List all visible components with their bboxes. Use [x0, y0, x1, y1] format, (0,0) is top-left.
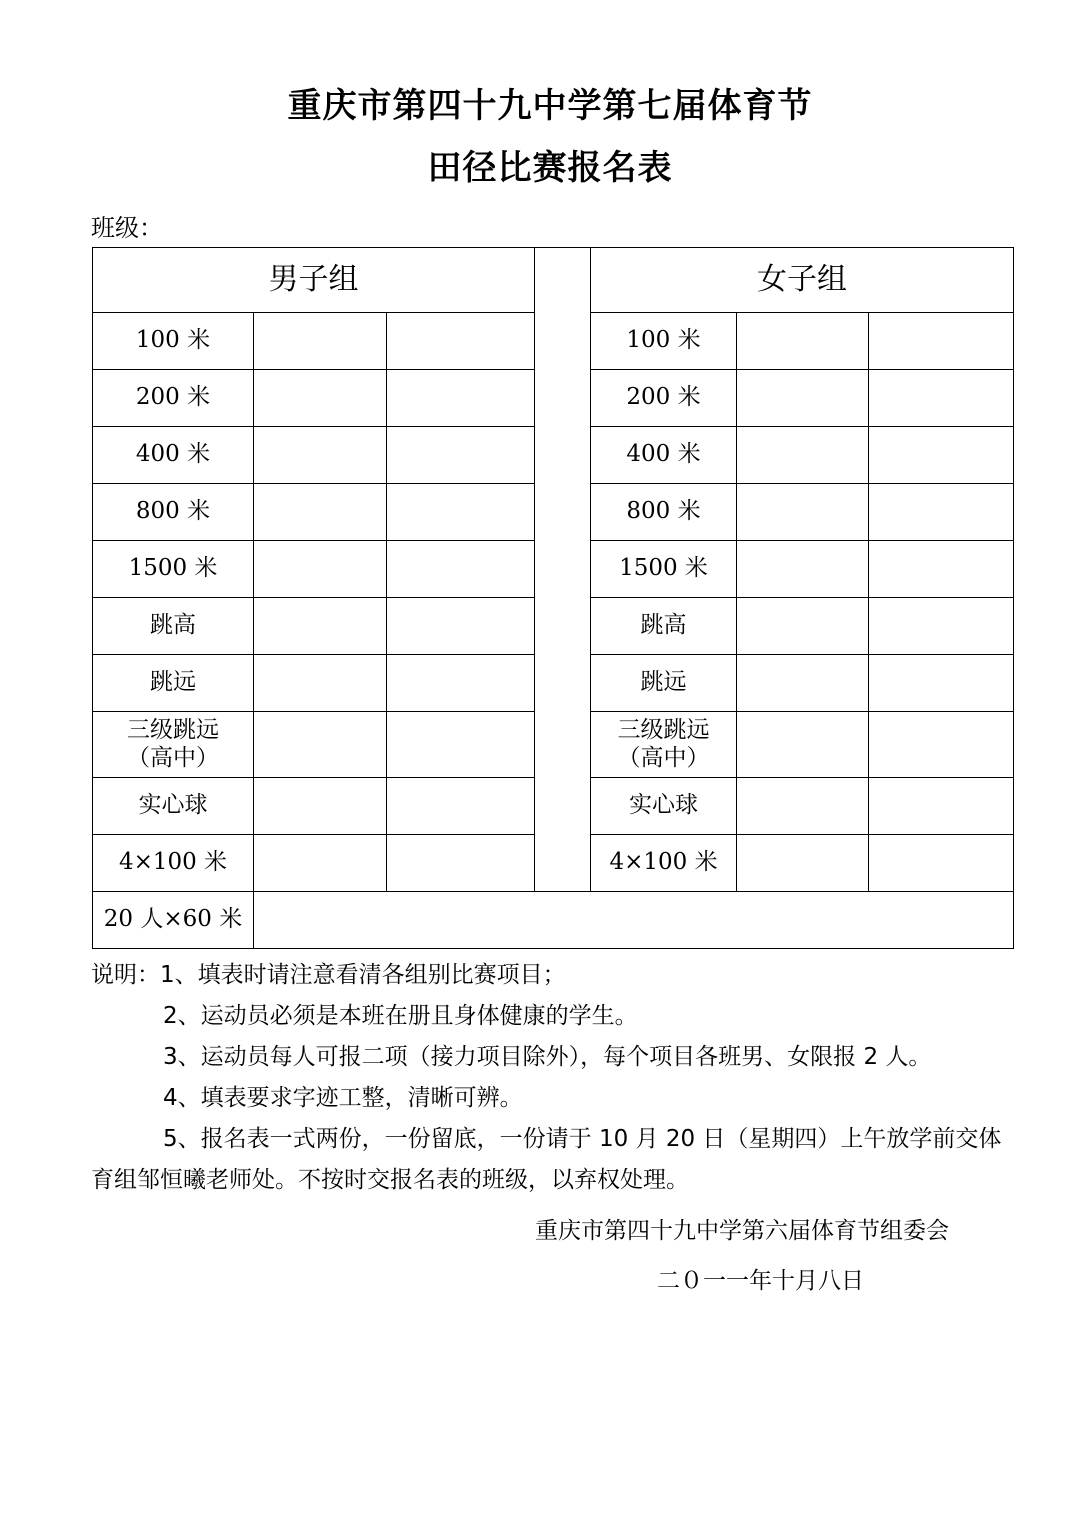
male-entry-cell[interactable]: [387, 427, 535, 484]
notes-section: [91, 955, 1021, 1201]
male-entry-cell[interactable]: [387, 370, 535, 427]
notes-prefix: 说明：: [91, 962, 160, 988]
signature-date: 二０一一年十月八日: [657, 1268, 864, 1294]
female-entry-cell[interactable]: [737, 712, 869, 778]
male-event-label: 800 米: [93, 484, 254, 541]
female-event-label: 跳远: [591, 655, 737, 712]
female-event-label: 100 米: [591, 313, 737, 370]
female-event-label: 200 米: [591, 370, 737, 427]
female-entry-cell[interactable]: [869, 778, 1014, 835]
male-entry-cell[interactable]: [254, 370, 387, 427]
female-event-label: 实心球: [591, 778, 737, 835]
event-label-line: 三级跳远: [617, 716, 710, 743]
male-entry-cell[interactable]: [254, 655, 387, 712]
male-entry-cell[interactable]: [387, 712, 535, 778]
male-entry-cell[interactable]: [254, 712, 387, 778]
male-entry-cell[interactable]: [387, 313, 535, 370]
male-event-label: 1500 米: [93, 541, 254, 598]
male-entry-cell[interactable]: [387, 598, 535, 655]
female-entry-cell[interactable]: [869, 541, 1014, 598]
male-event-label: 100 米: [93, 313, 254, 370]
male-entry-cell[interactable]: [254, 427, 387, 484]
female-entry-cell[interactable]: [737, 541, 869, 598]
male-event-label: 4×100 米: [93, 835, 254, 892]
female-entry-cell[interactable]: [737, 484, 869, 541]
document-title: 重庆市第四十九中学第七届体育节: [287, 86, 813, 126]
female-entry-cell[interactable]: [869, 484, 1014, 541]
male-entry-cell[interactable]: [254, 598, 387, 655]
organizer-signature: 重庆市第四十九中学第六届体育节组委会: [535, 1218, 949, 1244]
female-entry-cell[interactable]: [737, 778, 869, 835]
relay-event-label: 20 人×60 米: [93, 892, 254, 949]
female-group-header: 女子组: [591, 248, 1014, 313]
note-item-2: 2、运动员必须是本班在册且身体健康的学生。: [163, 1003, 638, 1029]
note-item-5: 5、报名表一式两份，一份留底，一份请于 10 月 20 日（星期四）上午放学前交体育组邹恒曦老师处。不按时交报名表的班级，以弃权处理。: [91, 1126, 1002, 1193]
note-item-4: 4、填表要求字迹工整，清晰可辨。: [163, 1085, 523, 1111]
female-event-label: 1500 米: [591, 541, 737, 598]
female-event-label: [591, 712, 737, 778]
male-event-label: 跳高: [93, 598, 254, 655]
female-entry-cell[interactable]: [737, 370, 869, 427]
female-entry-cell[interactable]: [869, 370, 1014, 427]
class-label: 班级：: [91, 214, 163, 242]
male-entry-cell[interactable]: [254, 484, 387, 541]
female-entry-cell[interactable]: [869, 313, 1014, 370]
male-entry-cell[interactable]: [254, 541, 387, 598]
document-subtitle: 田径比赛报名表: [427, 148, 673, 188]
male-entry-cell[interactable]: [387, 835, 535, 892]
event-label-line: （高中）: [617, 744, 710, 771]
female-event-label: 800 米: [591, 484, 737, 541]
relay-entry-cell[interactable]: [254, 892, 1014, 949]
female-event-label: 4×100 米: [591, 835, 737, 892]
female-event-label: 400 米: [591, 427, 737, 484]
registration-table: [92, 247, 1014, 949]
male-entry-cell[interactable]: [387, 655, 535, 712]
male-event-label: 200 米: [93, 370, 254, 427]
female-entry-cell[interactable]: [737, 835, 869, 892]
male-event-label: 跳远: [93, 655, 254, 712]
note-item-3: 3、运动员每人可报二项（接力项目除外），每个项目各班男、女限报 2 人。: [163, 1044, 932, 1070]
event-label-line: （高中）: [127, 744, 219, 771]
event-label-line: 三级跳远: [127, 716, 219, 743]
male-entry-cell[interactable]: [254, 313, 387, 370]
male-entry-cell[interactable]: [254, 835, 387, 892]
female-entry-cell[interactable]: [737, 313, 869, 370]
male-entry-cell[interactable]: [254, 778, 387, 835]
male-entry-cell[interactable]: [387, 541, 535, 598]
female-entry-cell[interactable]: [869, 835, 1014, 892]
male-event-label: [93, 712, 254, 778]
female-event-label: 跳高: [591, 598, 737, 655]
female-entry-cell[interactable]: [737, 598, 869, 655]
column-gap: [535, 248, 591, 892]
male-group-header: 男子组: [93, 248, 535, 313]
male-entry-cell[interactable]: [387, 484, 535, 541]
female-entry-cell[interactable]: [869, 712, 1014, 778]
male-entry-cell[interactable]: [387, 778, 535, 835]
female-entry-cell[interactable]: [869, 598, 1014, 655]
female-entry-cell[interactable]: [869, 655, 1014, 712]
male-event-label: 实心球: [93, 778, 254, 835]
note-item-1: 说明：1、填表时请注意看清各组别比赛项目；: [91, 962, 566, 988]
female-entry-cell[interactable]: [737, 427, 869, 484]
female-entry-cell[interactable]: [869, 427, 1014, 484]
female-entry-cell[interactable]: [737, 655, 869, 712]
male-event-label: 400 米: [93, 427, 254, 484]
